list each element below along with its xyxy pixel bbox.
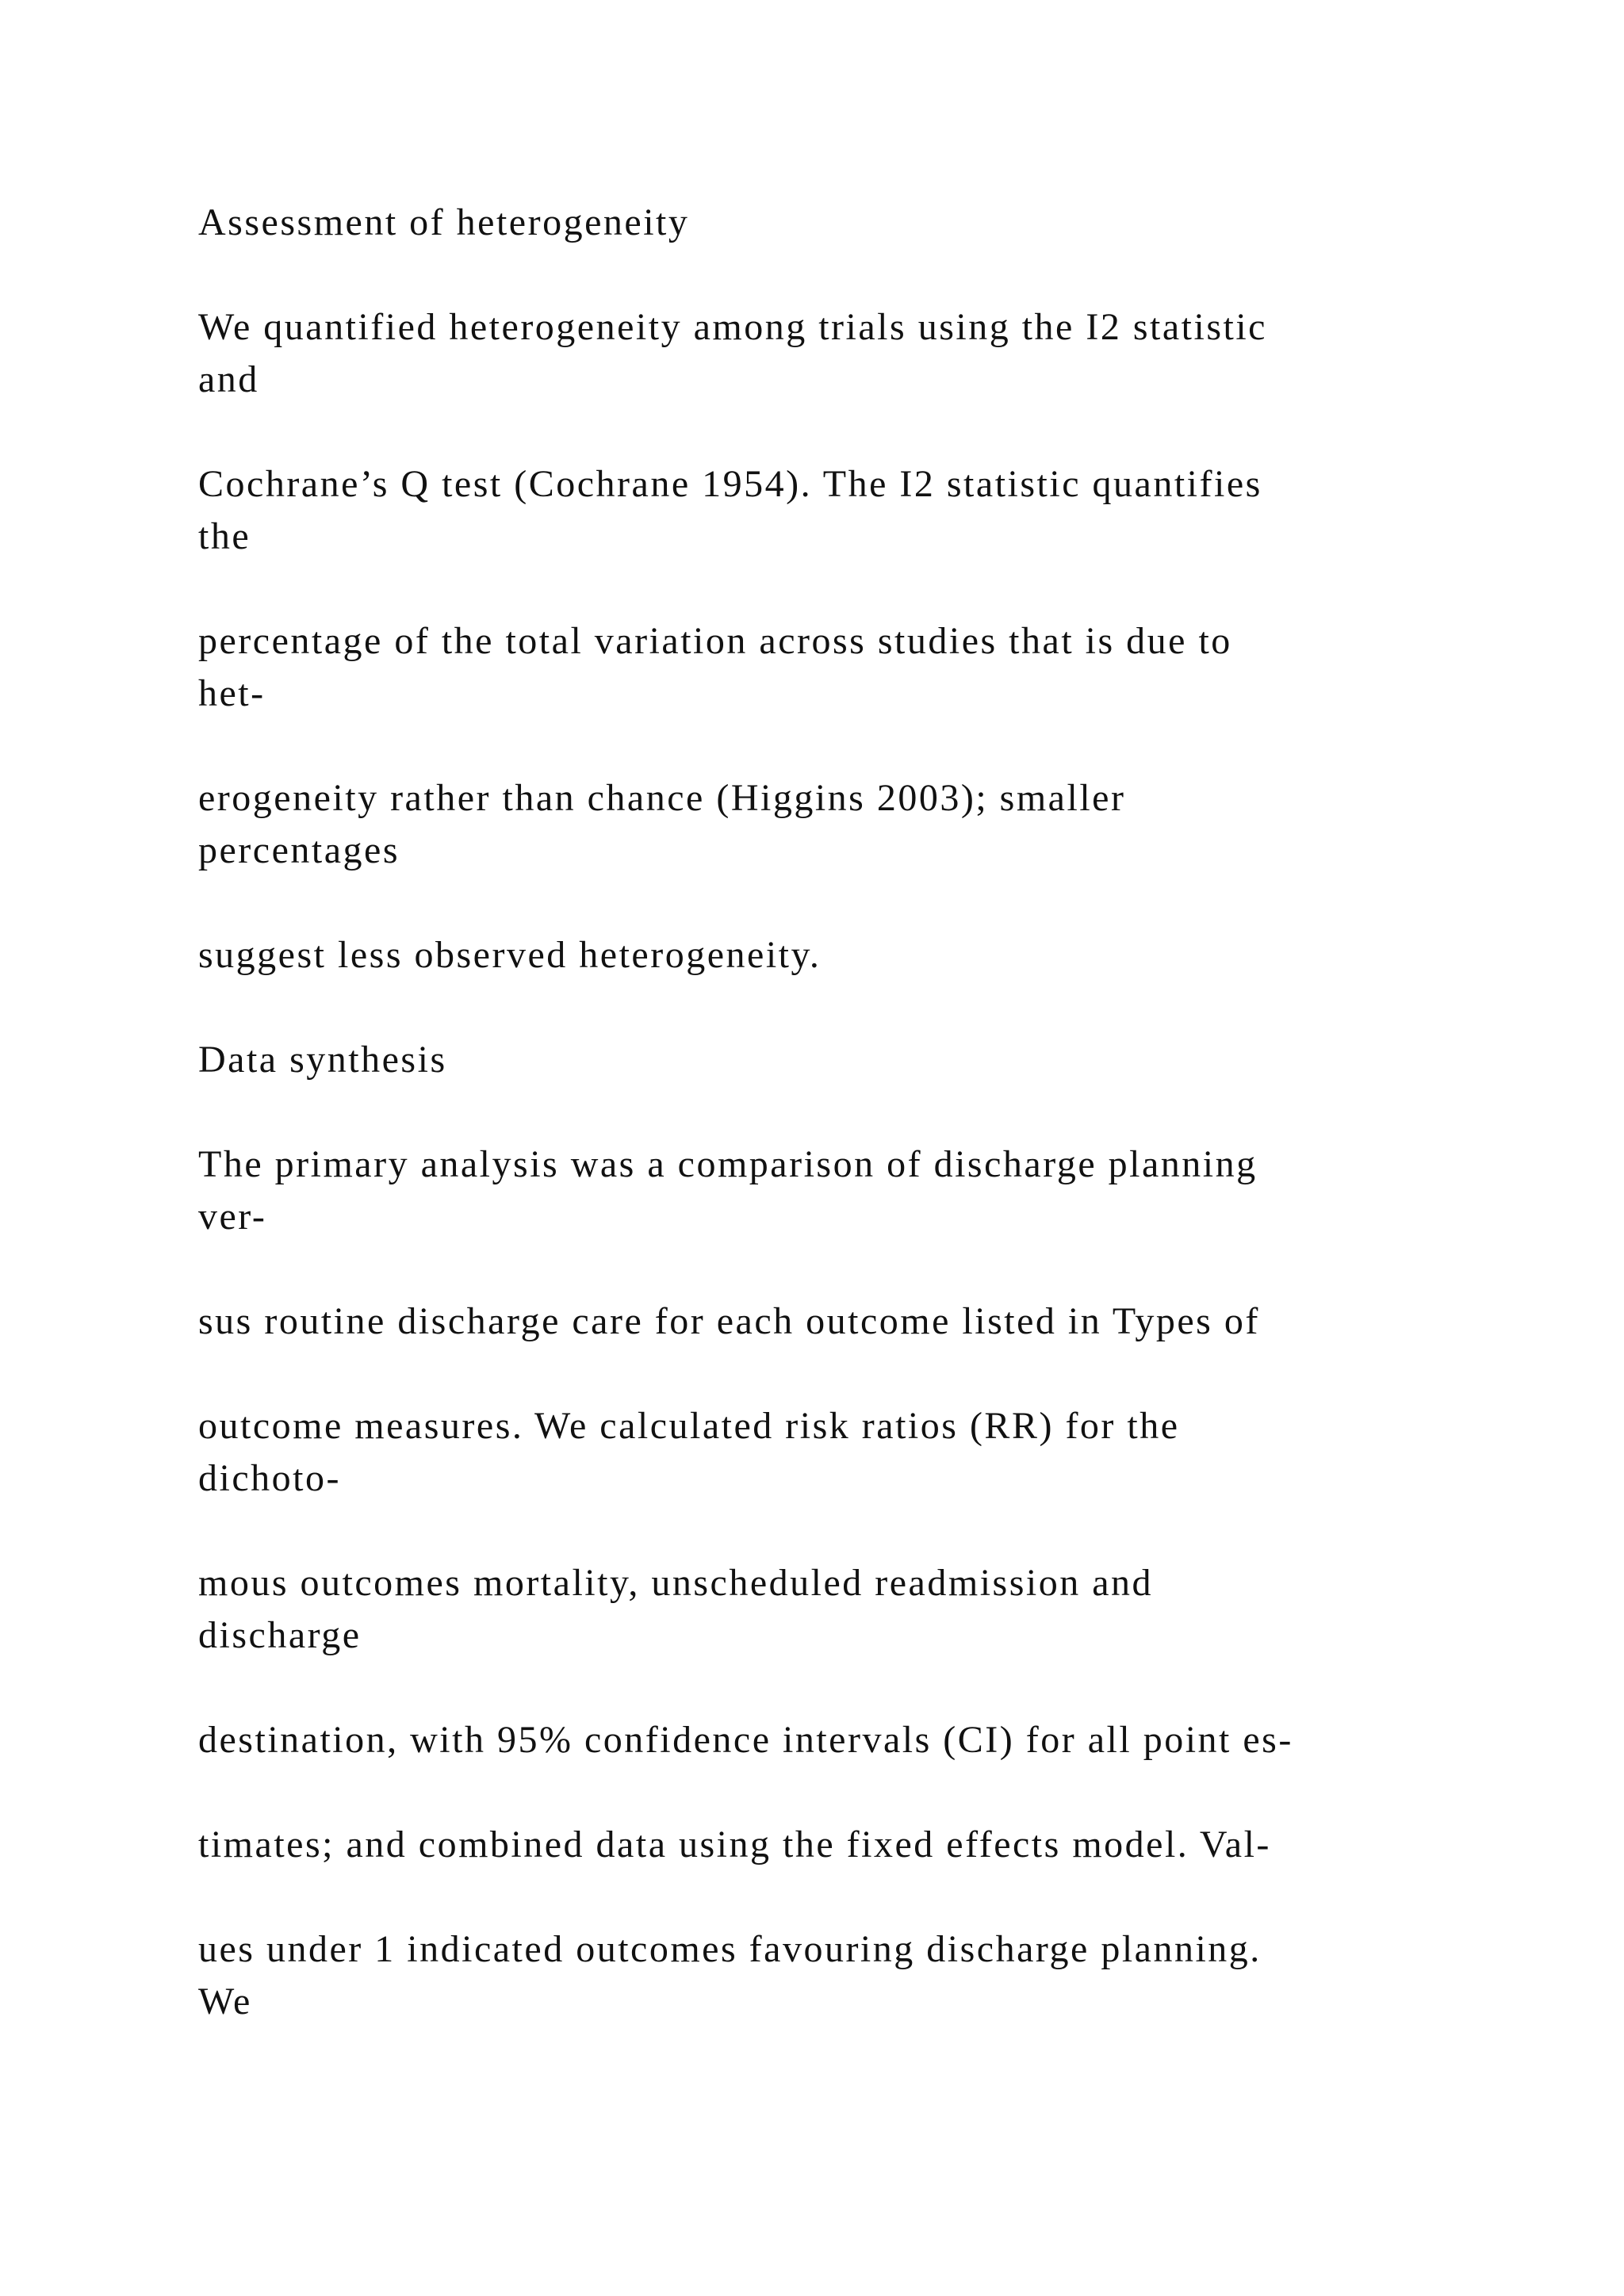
text-line: sus routine discharge care for each outcome listed in Types of — [198, 1300, 1260, 1342]
text-line: timates; and combined data using the fixed effects model. Val- — [198, 1823, 1271, 1866]
text-line: We quantified heterogeneity among trials using the I2 statistic — [198, 306, 1267, 348]
paragraph — [198, 1923, 1507, 2028]
paragraph — [198, 929, 1507, 982]
text-line: outcome measures. We calculated risk ratios (RR) for the — [198, 1405, 1180, 1447]
text-line: het- — [198, 672, 266, 714]
text-line: Assessment of heterogeneity — [198, 201, 690, 243]
paragraph — [198, 1714, 1507, 1766]
paragraph — [198, 1557, 1507, 1662]
paragraph — [198, 1819, 1507, 1871]
text-line: erogeneity rather than chance (Higgins 2003); smaller — [198, 777, 1126, 819]
paragraph — [198, 301, 1507, 406]
text-line: Cochrane’s Q test (Cochrane 1954). The I2 statistic quantifies — [198, 463, 1262, 505]
text-line: Data synthesis — [198, 1039, 447, 1081]
text-line: percentage of the total variation across studies that is due to — [198, 620, 1232, 662]
text-line: destination, with 95% confidence intervals (CI) for all point es- — [198, 1719, 1293, 1761]
paragraph — [198, 458, 1507, 563]
text-line: dichoto- — [198, 1457, 341, 1499]
text-line: and — [198, 358, 259, 400]
text-line: the — [198, 515, 251, 557]
paragraph — [198, 772, 1507, 877]
text-line: ues under 1 indicated outcomes favouring discharge planning. — [198, 1928, 1262, 1970]
paragraph — [198, 1295, 1507, 1348]
text-line: ver- — [198, 1196, 267, 1238]
heading-data-synthesis — [198, 1034, 1507, 1086]
heading-assessment-of-heterogeneity — [198, 197, 1507, 249]
text-line: suggest less observed heterogeneity. — [198, 934, 822, 976]
text-line: The primary analysis was a comparison of discharge planning — [198, 1143, 1258, 1185]
text-line: mous outcomes mortality, unscheduled readmission and — [198, 1562, 1154, 1604]
paragraph — [198, 615, 1507, 720]
text-line: discharge — [198, 1614, 362, 1656]
text-line: percentages — [198, 829, 400, 871]
paragraph — [198, 1138, 1507, 1243]
paragraph — [198, 1400, 1507, 1505]
text-line: We — [198, 1980, 252, 2022]
